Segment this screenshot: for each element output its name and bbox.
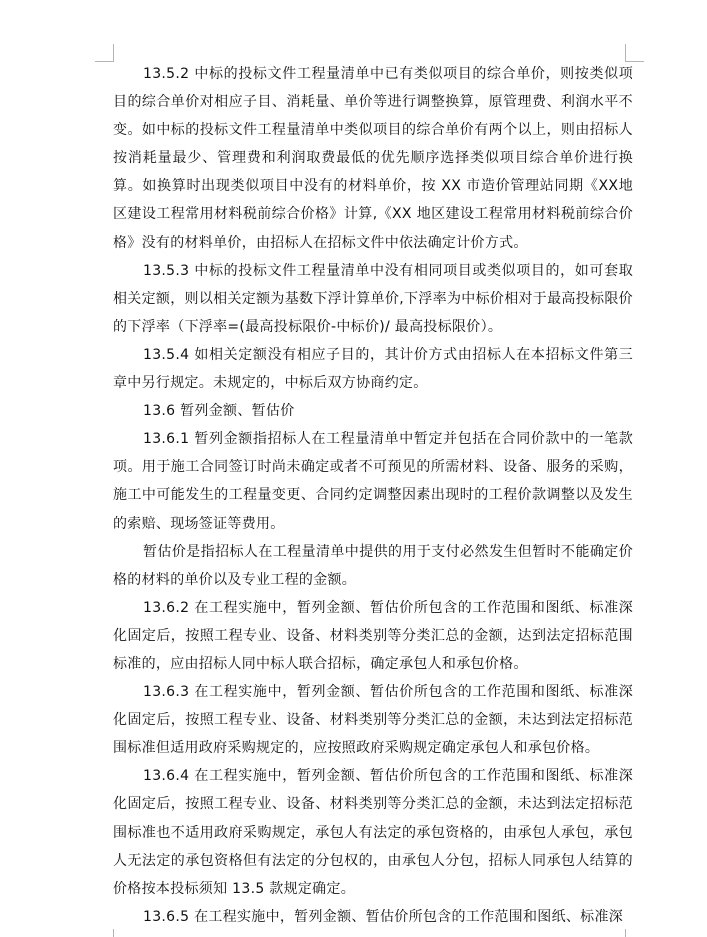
document-body [113,60,633,931]
paragraph-13-6-5: 13.6.5 在工程实施中，暂列金额、暂估价所包含的工作范围和图纸、标准深 [143,908,624,925]
crop-mark-top-left-h [95,61,113,62]
paragraph-13-6-3: 13.6.3 在工程实施中，暂列金额、暂估价所包含的工作范围和图纸、标准深化固定后，按照工程专业、设备、材料类别等分类汇总的金额，未达到法定招标范围标准但适用政府采购规定的，应按照政府采购规定确定承包人和承包价格。 [113,684,633,757]
paragraph-13-6-1: 13.6.1 暂列金额指招标人在工程量清单中暂定并包括在合同价款中的一笔款项。用于施工合同签订时尚未确定或者不可预见的所需材料、设备、服务的采购，施工中可能发生的工程量变更、合同约定调整因素出现时的工程价款调整以及发生的索赔、现场签证等费用。 [113,431,633,532]
paragraph-13-5-2: 13.5.2 中标的投标文件工程量清单中已有类似项目的综合单价，则按类似项目的综合单价对相应子目、消耗量、单价等进行调整换算，原管理费、利润水平不变。如中标的投标文件工程量清单中类似项目的综合单价有两个以上，则由招标人按消耗量最少、管理费和利润取费最低的优先顺序选择类似项目综合单价进行换算。如换算时出现类似项目中没有的材料单价，按 XX 市造价管理站同期《XX地区建设工程常用材料税前综合价格》计算,《XX 地区建设工程常用材料税前综合价格》没有的材料单价，由招标人在招标文件中依法确定计价方式。 [113,66,633,251]
paragraph-13-5-4: 13.5.4 如相关定额没有相应子目的，其计价方式由招标人在本招标文件第三章中另行规定。未规定的，中标后双方协商约定。 [113,346,633,392]
paragraph-provisional-price: 暂估价是指招标人在工程量清单中提供的用于支付必然发生但暂时不能确定价格的材料的单价以及专业工程的金额。 [113,543,633,588]
paragraph-13-6-4: 13.6.4 在工程实施中，暂列金额、暂估价所包含的工作范围和图纸、标准深化固定后，按照工程专业、设备、材料类别等分类汇总的金额，未达到法定招标范围标准也不适用政府采购规定，承包人有法定的承包资格的，由承包人承包，承包人无法定的承包资格但有法定的分包权的，由承包人分包，招标人同承包人结算的价格按本投标须知 13.5 款规定确定。 [113,768,633,897]
section-heading-13-6: 13.6 暂列金额、暂估价 [143,403,295,420]
paragraph-13-6-2: 13.6.2 在工程实施中，暂列金额、暂估价所包含的工作范围和图纸、标准深化固定后，按照工程专业、设备、材料类别等分类汇总的金额，达到法定招标范围标准的，应由招标人同中标人联合招标，确定承包人和承包价格。 [113,599,633,672]
paragraph-13-5-3: 13.5.3 中标的投标文件工程量清单中没有相同项目或类似项目的，如可套取相关定额，则以相关定额为基数下浮计算单价,下浮率为中标价相对于最高投标限价的下浮率（下浮率=(最高投标限价-中标价)/ 最高投标限价）。 [113,262,633,335]
